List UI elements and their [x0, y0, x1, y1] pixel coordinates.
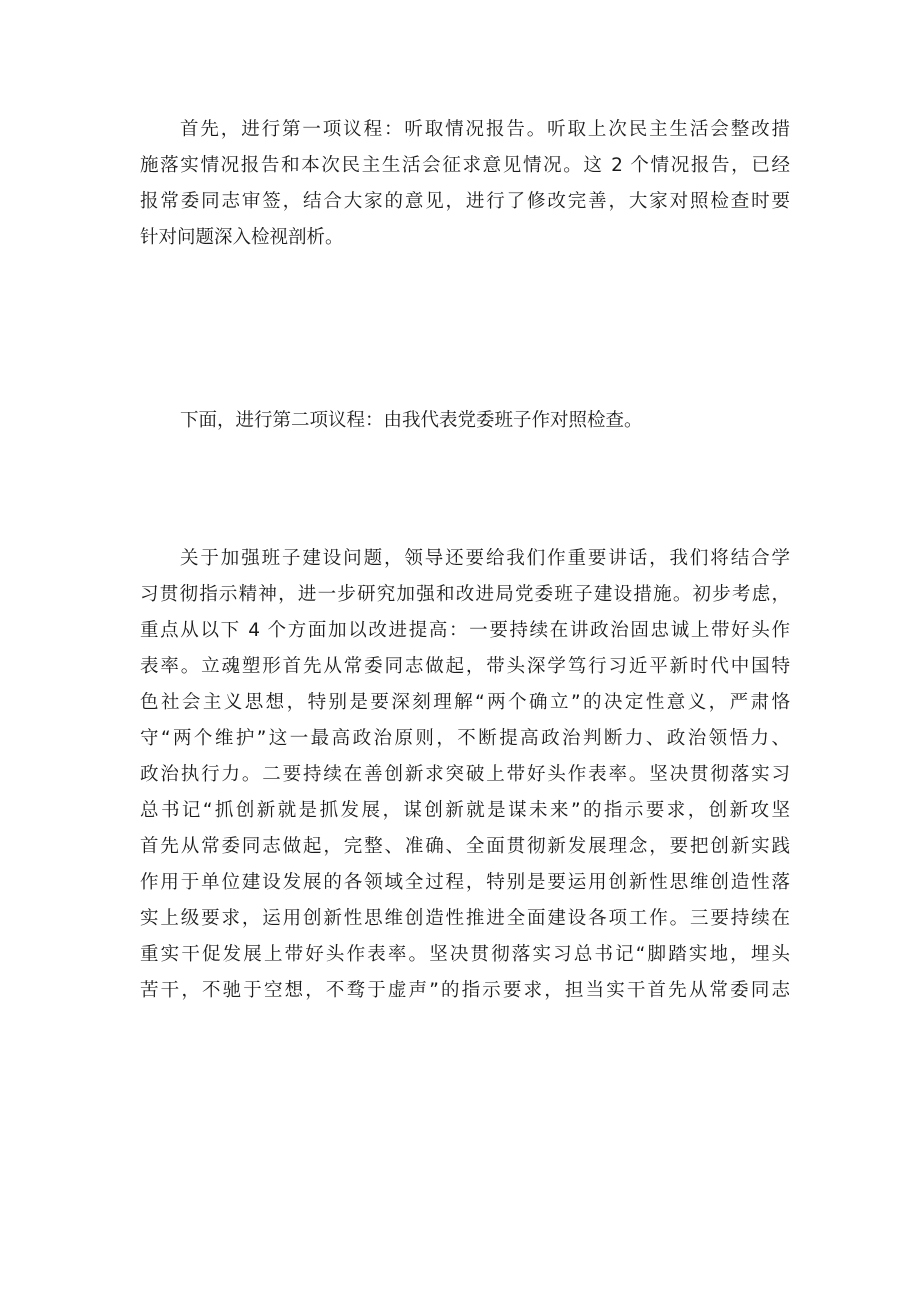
text-line: 表率。立魂塑形首先从常委同志做起，带头深学笃行习近平新时代中国特 [140, 656, 790, 677]
text-line: 重点从以下 4 个方面加以改进提高：一要持续在讲政治固忠诚上带好头作 [140, 620, 790, 641]
text-line: 习贯彻指示精神，进一步研究加强和改进局党委班子建设措施。初步考虑， [140, 584, 790, 605]
text-line: 报常委同志审签，结合大家的意见，进行了修改完善，大家对照检查时要 [140, 191, 790, 212]
text-line: 政治执行力。二要持续在善创新求突破上带好头作表率。坚决贯彻落实习 [140, 764, 790, 785]
paragraph-second-agenda [140, 403, 790, 439]
text-line: 苦干，不驰于空想，不骛于虚声”的指示要求，担当实干首先从常委同志 [140, 980, 790, 1001]
text-line: 守“两个维护”这一最高政治原则，不断提高政治判断力、政治领悟力、 [140, 728, 790, 749]
text-line: 色社会主义思想，特别是要深刻理解“两个确立”的决定性意义，严肃恪 [140, 692, 790, 713]
text-line: 实上级要求，运用创新性思维创造性推进全面建设各项工作。三要持续在 [140, 908, 790, 929]
paragraph-team-building [140, 541, 790, 1009]
text-line: 针对问题深入检视剖析。 [140, 227, 344, 248]
text-line: 施落实情况报告和本次民主生活会征求意见情况。这 2 个情况报告，已经 [140, 155, 790, 176]
text-line: 作用于单位建设发展的各领域全过程，特别是要运用创新性思维创造性落 [140, 872, 790, 893]
text-line: 首先，进行第一项议程：听取情况报告。听取上次民主生活会整改措 [180, 119, 790, 140]
text-line: 首先从常委同志做起，完整、准确、全面贯彻新发展理念，要把创新实践 [140, 836, 790, 857]
text-line: 总书记“抓创新就是抓发展，谋创新就是谋未来”的指示要求，创新攻坚 [140, 800, 790, 821]
text-line: 关于加强班子建设问题，领导还要给我们作重要讲话，我们将结合学 [180, 548, 790, 569]
text-line: 重实干促发展上带好头作表率。坚决贯彻落实习总书记“脚踏实地，埋头 [140, 944, 790, 965]
paragraph-first-agenda [140, 112, 790, 256]
text-line: 下面，进行第二项议程：由我代表党委班子作对照检查。 [180, 410, 643, 431]
